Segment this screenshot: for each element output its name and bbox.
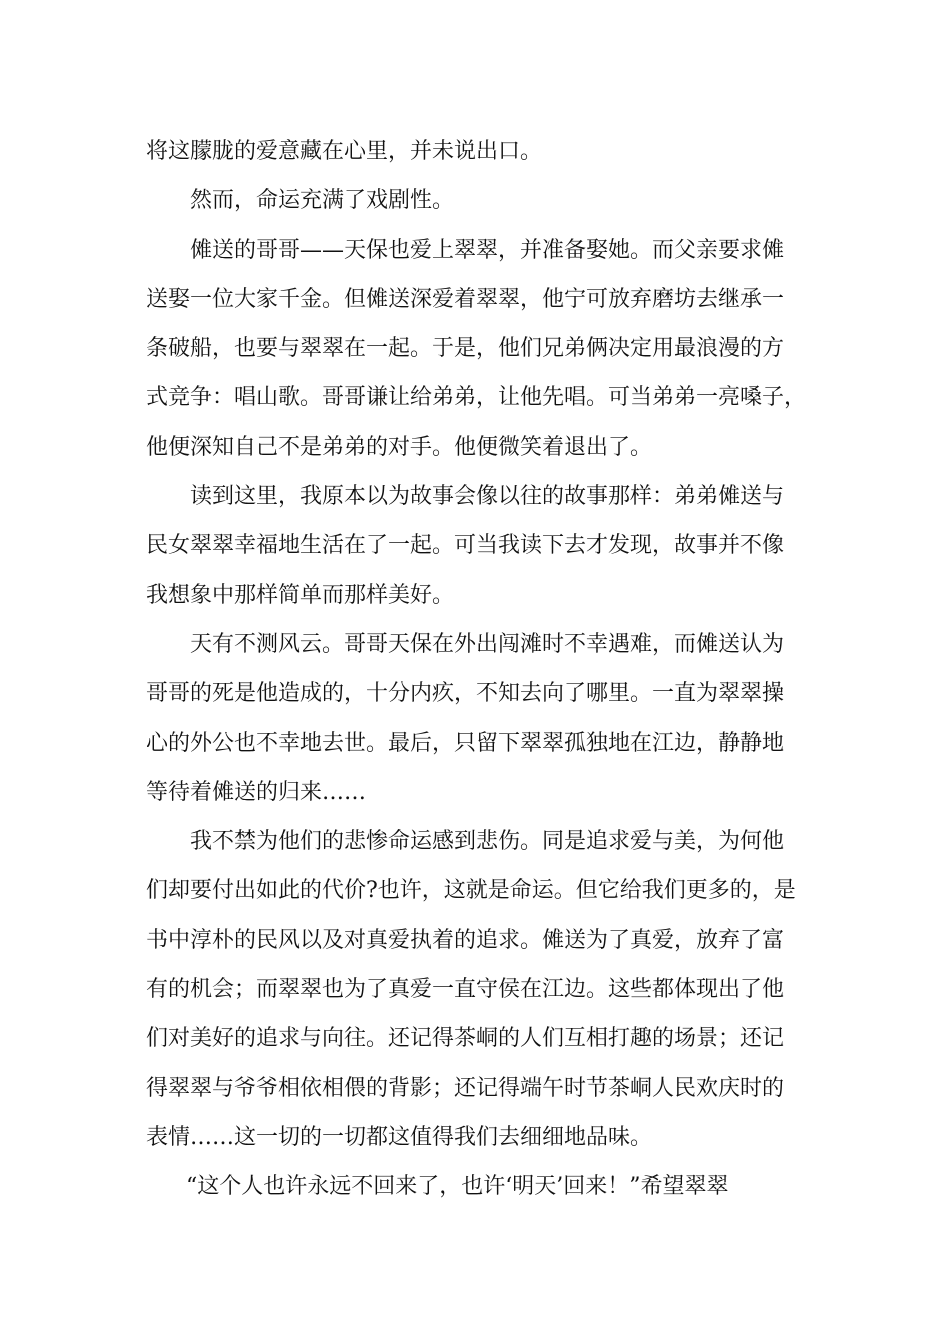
- text-line: 式竞争：唱山歌。哥哥谦让给弟弟，让他先唱。可当弟弟一亮嗓子，: [146, 385, 807, 411]
- text-line: 送娶一位大家千金。但傩送深爱着翠翠，他宁可放弃磨坊去继承一: [146, 286, 785, 312]
- paragraph-start-line: 然而，命运充满了戏剧性。: [190, 188, 455, 214]
- paragraph-start-line: 傩送的哥哥——天保也爱上翠翠，并准备娶她。而父亲要求傩: [190, 237, 785, 263]
- text-line: 有的机会；而翠翠也为了真爱一直守侯在江边。这些都体现出了他: [146, 977, 785, 1003]
- text-line: 条破船，也要与翠翠在一起。于是，他们兄弟俩决定用最浪漫的方: [146, 336, 785, 362]
- text-line: 哥哥的死是他造成的，十分内疚，不知去向了哪里。一直为翠翠操: [146, 681, 785, 707]
- text-line: 等待着傩送的归来……: [146, 779, 367, 805]
- paragraph-start-line: “这个人也许永远不回来了，也许‘明天’回来！”希望翠翠: [186, 1174, 729, 1200]
- text-line: 表情……这一切的一切都这值得我们去细细地品味。: [146, 1124, 653, 1150]
- text-line: 他便深知自己不是弟弟的对手。他便微笑着退出了。: [146, 434, 653, 460]
- text-line: 们对美好的追求与向往。还记得茶峒的人们互相打趣的场景；还记: [146, 1026, 785, 1052]
- text-line: 书中淳朴的民风以及对真爱执着的追求。傩送为了真爱，放弃了富: [146, 927, 785, 953]
- text-line: 民女翠翠幸福地生活在了一起。可当我读下去才发现，故事并不像: [146, 533, 785, 559]
- text-line: 将这朦胧的爱意藏在心里，并未说出口。: [146, 139, 543, 164]
- paragraph-start-line: 读到这里，我原本以为故事会像以往的故事那样：弟弟傩送与: [190, 484, 785, 510]
- text-line: 们却要付出如此的代价?也许，这就是命运。但它给我们更多的，是: [146, 878, 796, 904]
- text-line: 得翠翠与爷爷相依相偎的背影；还记得端午时节茶峒人民欢庆时的: [146, 1075, 785, 1101]
- paragraph-start-line: 天有不测风云。哥哥天保在外出闯滩时不幸遇难，而傩送认为: [190, 631, 785, 657]
- text-line: 我想象中那样简单而那样美好。: [146, 582, 455, 608]
- document-text: [146, 131, 816, 1216]
- text-line: 心的外公也不幸地去世。最后，只留下翠翠孤独地在江边，静静地: [146, 730, 785, 756]
- paragraph-start-line: 我不禁为他们的悲惨命运感到悲伤。同是追求爱与美，为何他: [190, 829, 785, 855]
